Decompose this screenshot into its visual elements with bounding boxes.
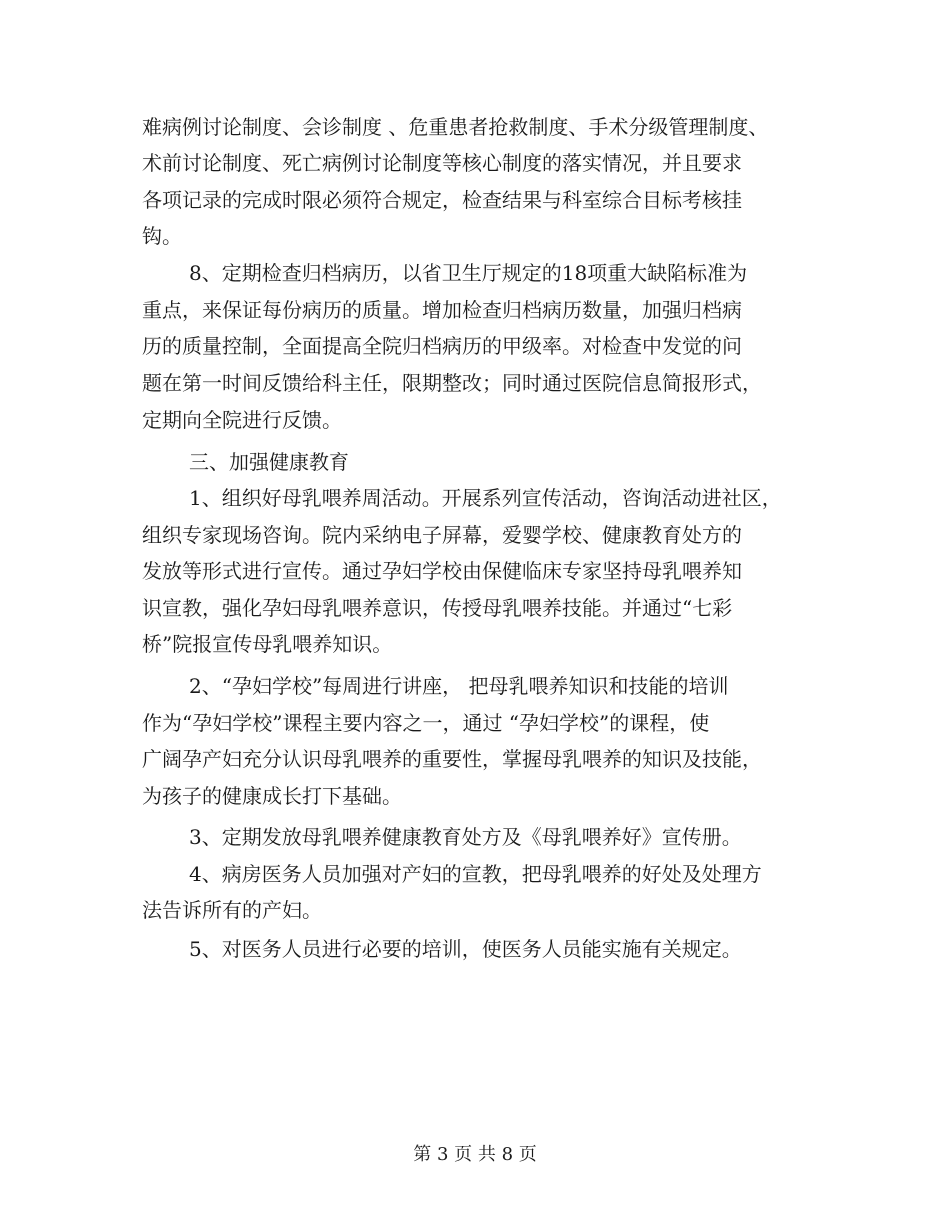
text-line: 术前讨论制度、死亡病例讨论制度等核心制度的落实情况，并且要求 [142, 151, 742, 175]
text-line: 1、组织好母乳喂养周活动。开展系列宣传活动，咨询活动进社区， [189, 486, 782, 510]
text-line: 桥”院报宣传母乳喂养知识。 [142, 632, 393, 656]
text-line: 为孩子的健康成长打下基础。 [142, 784, 402, 808]
text-line: 法告诉所有的产妇。 [142, 898, 322, 922]
text-line: 5、对医务人员进行必要的培训，使医务人员能实施有关规定。 [189, 937, 742, 961]
text-line: 题在第一时间反馈给科主任，限期整改；同时通过医院信息简报形式， [142, 371, 762, 395]
text-line: 2、“孕妇学校”每周进行讲座， 把母乳喂养知识和技能的培训 [189, 674, 729, 698]
text-line: 重点，来保证每份病历的质量。增加检查归档病历数量，加强归档病 [142, 298, 742, 322]
text-line: 广阔孕产妇充分认识母乳喂养的重要性，掌握母乳喂养的知识及技能， [142, 747, 762, 771]
text-line: 作为“孕妇学校”课程主要内容之一，通过 “孕妇学校”的课程，使 [142, 711, 710, 735]
text-line: 各项记录的完成时限必须符合规定，检查结果与科室综合目标考核挂 [142, 188, 742, 212]
text-line: 3、定期发放母乳喂养健康教育处方及《母乳喂养好》宣传册。 [189, 825, 742, 849]
text-line: 识宣教，强化孕妇母乳喂养意识，传授母乳喂养技能。并通过“七彩 [142, 596, 733, 620]
text-line: 钩。 [142, 224, 182, 248]
page-footer: 第 3 页 共 8 页 [413, 1144, 537, 1165]
section-heading: 三、加强健康教育 [189, 450, 349, 474]
text-line: 定期向全院进行反馈。 [142, 408, 342, 432]
text-line: 历的质量控制，全面提高全院归档病历的甲级率。对检查中发觉的问 [142, 334, 742, 358]
text-line: 组织专家现场咨询。院内采纳电子屏幕，爱婴学校、健康教育处方的 [142, 523, 742, 547]
text-line: 难病例讨论制度、会诊制度 、危重患者抢救制度、手术分级管理制度、 [142, 115, 769, 139]
text-line: 4、病房医务人员加强对产妇的宣教，把母乳喂养的好处及处理方 [189, 862, 762, 886]
text-line: 8、定期检查归档病历，以省卫生厅规定的18项重大缺陷标准为 [189, 261, 748, 285]
text-line: 发放等形式进行宣传。通过孕妇学校由保健临床专家坚持母乳喂养知 [142, 559, 742, 583]
